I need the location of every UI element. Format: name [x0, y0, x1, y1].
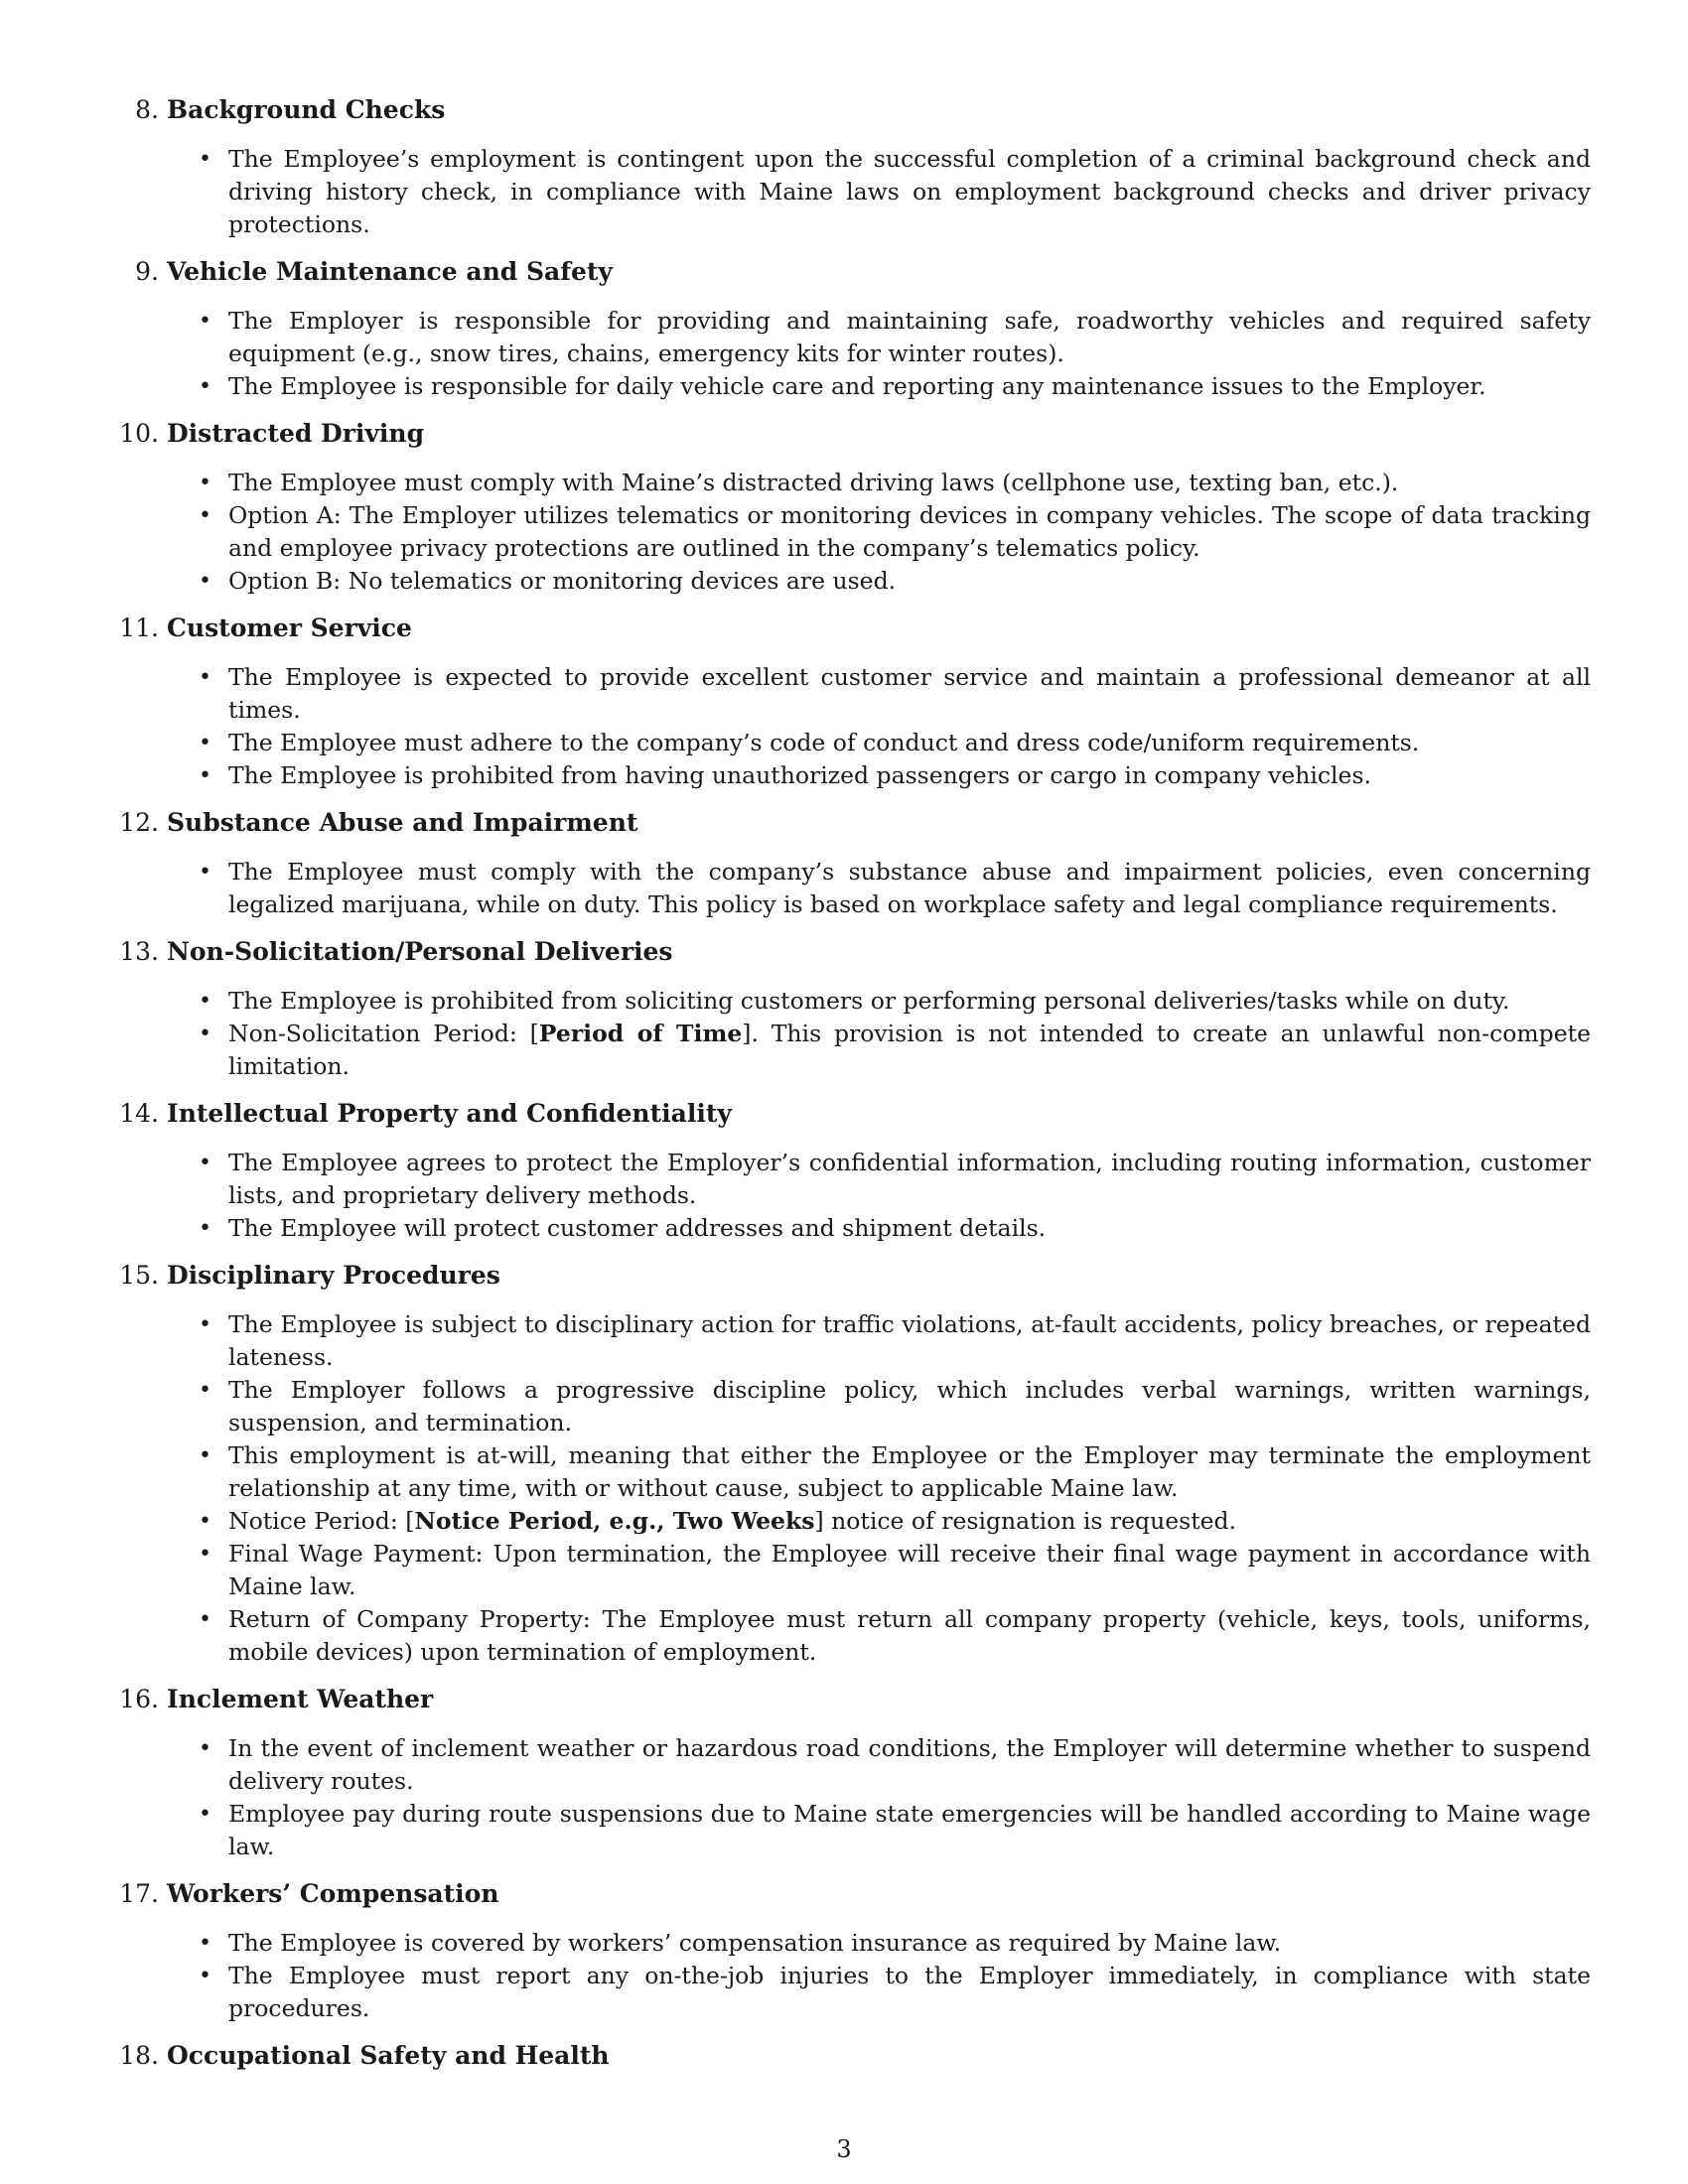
bullet-text: The Employee’s employment is contingent upon the successful completion of a criminal background check and driving history check, in compliance with Maine laws on employment background checks and driver privacy protections. — [228, 145, 1591, 238]
bullet-item — [111, 1927, 1591, 1960]
section-number: 11. — [119, 614, 159, 642]
section — [111, 2039, 1591, 2072]
bullet-text-post: ]. This provision is not intended to create an unlawful non-compete limitation. — [228, 1020, 1591, 1080]
section-title: Occupational Safety and Health — [167, 2041, 610, 2070]
bullet-text-pre: Non-Solicitation Period: [ — [228, 1020, 539, 1047]
section — [111, 255, 1591, 403]
section — [111, 1683, 1591, 1863]
section — [111, 806, 1591, 921]
section-title: Vehicle Maintenance and Safety — [167, 257, 613, 286]
section-title: Inclement Weather — [167, 1685, 434, 1713]
page-number: 3 — [836, 2135, 852, 2163]
section-heading — [111, 806, 1591, 839]
bullet-item — [111, 1439, 1591, 1505]
bullet-list — [111, 143, 1591, 241]
bullet-text: This employment is at-will, meaning that either the Employee or the Employer may terminate the employment relationship at any time, with or without cause, subject to applicable Maine law. — [228, 1441, 1591, 1502]
bullet-list — [111, 305, 1591, 403]
section — [111, 93, 1591, 241]
section-title: Background Checks — [167, 95, 446, 124]
bullet-text: The Employee must report any on-the-job injuries to the Employer immediately, in compliance with state procedures. — [228, 1962, 1591, 2022]
bullet-text-pre: Notice Period: [ — [228, 1507, 415, 1535]
section-number: 12. — [119, 808, 159, 837]
section — [111, 1877, 1591, 2025]
bullet-item — [111, 305, 1591, 370]
bullet-list — [111, 985, 1591, 1083]
section — [111, 612, 1591, 792]
bullet-text: The Employee must comply with the company’s substance abuse and impairment policies, even concerning legalized marijuana, while on duty. This policy is based on workplace safety and legal compliance requirements. — [228, 858, 1591, 918]
bullet-item — [111, 759, 1591, 792]
section — [111, 1259, 1591, 1669]
bullet-item — [111, 1732, 1591, 1798]
section-heading — [111, 935, 1591, 968]
bullet-list — [111, 856, 1591, 921]
bullet-text: Option B: No telematics or monitoring devices are used. — [228, 567, 897, 595]
section-heading — [111, 255, 1591, 288]
bullet-text-post: ] notice of resignation is requested. — [814, 1507, 1237, 1535]
bullet-item — [111, 1505, 1591, 1538]
section-title: Distracted Driving — [167, 419, 425, 448]
section-number: 18. — [119, 2041, 159, 2070]
bullet-text: The Employee is prohibited from soliciting customers or performing personal deliveries/tasks while on duty. — [228, 987, 1510, 1015]
bullet-list — [111, 467, 1591, 598]
section-title: Non-Solicitation/Personal Deliveries — [167, 937, 673, 966]
section-title: Disciplinary Procedures — [167, 1261, 500, 1290]
section-heading — [111, 1877, 1591, 1910]
section-number: 16. — [119, 1685, 159, 1713]
bullet-placeholder: Notice Period, e.g., Two Weeks — [414, 1507, 815, 1535]
section — [111, 417, 1591, 598]
bullet-text: Employee pay during route suspensions due to Maine state emergencies will be handled according to Maine wage law. — [228, 1800, 1591, 1860]
bullet-placeholder: Period of Time — [538, 1020, 743, 1047]
bullet-item — [111, 1538, 1591, 1603]
bullet-text: Final Wage Payment: Upon termination, the Employee will receive their final wage payment in accordance with Maine law. — [228, 1540, 1591, 1600]
section — [111, 1097, 1591, 1245]
bullet-item — [111, 1798, 1591, 1863]
section-heading — [111, 1097, 1591, 1130]
section-heading — [111, 417, 1591, 450]
bullet-item — [111, 467, 1591, 499]
section-number: 14. — [119, 1099, 159, 1128]
bullet-item — [111, 1960, 1591, 2025]
bullet-item — [111, 565, 1591, 598]
bullet-item — [111, 1603, 1591, 1669]
bullet-text: The Employee must adhere to the company’s code of conduct and dress code/uniform requirements. — [228, 729, 1420, 756]
bullet-item — [111, 499, 1591, 565]
section-number: 15. — [119, 1261, 159, 1290]
bullet-list — [111, 661, 1591, 792]
bullet-item — [111, 143, 1591, 241]
section-heading — [111, 93, 1591, 126]
bullet-list — [111, 1927, 1591, 2025]
section — [111, 935, 1591, 1083]
bullet-text: The Employee agrees to protect the Employer’s confidential information, including routing information, customer lists, and proprietary delivery methods. — [228, 1149, 1591, 1209]
section-title: Workers’ Compensation — [167, 1879, 499, 1908]
section-title: Substance Abuse and Impairment — [167, 808, 638, 837]
bullet-text: Return of Company Property: The Employee must return all company property (vehicle, keys, tools, uniforms, mobile devices) upon termination of employment. — [228, 1605, 1591, 1666]
section-number: 8. — [135, 95, 159, 124]
bullet-item — [111, 1018, 1591, 1083]
bullet-item — [111, 1308, 1591, 1374]
bullet-list — [111, 1147, 1591, 1245]
bullet-item — [111, 1147, 1591, 1212]
bullet-text: The Employee is subject to disciplinary action for traffic violations, at-fault accidents, policy breaches, or repeated lateness. — [228, 1310, 1591, 1371]
section-title: Intellectual Property and Confidentiality — [167, 1099, 732, 1128]
bullet-text: In the event of inclement weather or hazardous road conditions, the Employer will determine whether to suspend delivery routes. — [228, 1734, 1591, 1795]
bullet-item — [111, 727, 1591, 759]
bullet-text: The Employee will protect customer addresses and shipment details. — [228, 1214, 1047, 1242]
bullet-text: The Employer follows a progressive discipline policy, which includes verbal warnings, written warnings, suspension, and termination. — [228, 1376, 1591, 1436]
section-heading — [111, 2039, 1591, 2072]
bullet-text: The Employer is responsible for providing and maintaining safe, roadworthy vehicles and required safety equipment (e.g., snow tires, chains, emergency kits for winter routes). — [228, 307, 1591, 367]
section-number: 10. — [119, 419, 159, 448]
bullet-item — [111, 1374, 1591, 1439]
bullet-item — [111, 985, 1591, 1018]
bullet-item — [111, 1212, 1591, 1245]
bullet-item — [111, 661, 1591, 727]
bullet-text: The Employee is expected to provide excellent customer service and maintain a professional demeanor at all times. — [228, 663, 1591, 724]
section-heading — [111, 612, 1591, 644]
section-list — [111, 93, 1591, 2086]
bullet-text: The Employee must comply with Maine’s distracted driving laws (cellphone use, texting ban, etc.). — [228, 469, 1399, 496]
bullet-text: The Employee is prohibited from having unauthorized passengers or cargo in company vehicles. — [228, 761, 1371, 789]
section-heading — [111, 1683, 1591, 1715]
bullet-text: The Employee is covered by workers’ compensation insurance as required by Maine law. — [228, 1929, 1282, 1957]
section-number: 13. — [119, 937, 159, 966]
section-number: 17. — [119, 1879, 159, 1908]
section-number: 9. — [135, 257, 159, 286]
bullet-text: The Employee is responsible for daily vehicle care and reporting any maintenance issues to the Employer. — [228, 372, 1486, 400]
bullet-list — [111, 1308, 1591, 1669]
bullet-text: Option A: The Employer utilizes telematics or monitoring devices in company vehicles. The scope of data tracking and employee privacy protections are outlined in the company’s telematics policy. — [228, 501, 1591, 562]
section-title: Customer Service — [167, 614, 412, 642]
section-heading — [111, 1259, 1591, 1292]
bullet-list — [111, 1732, 1591, 1863]
bullet-item — [111, 856, 1591, 921]
bullet-item — [111, 370, 1591, 403]
